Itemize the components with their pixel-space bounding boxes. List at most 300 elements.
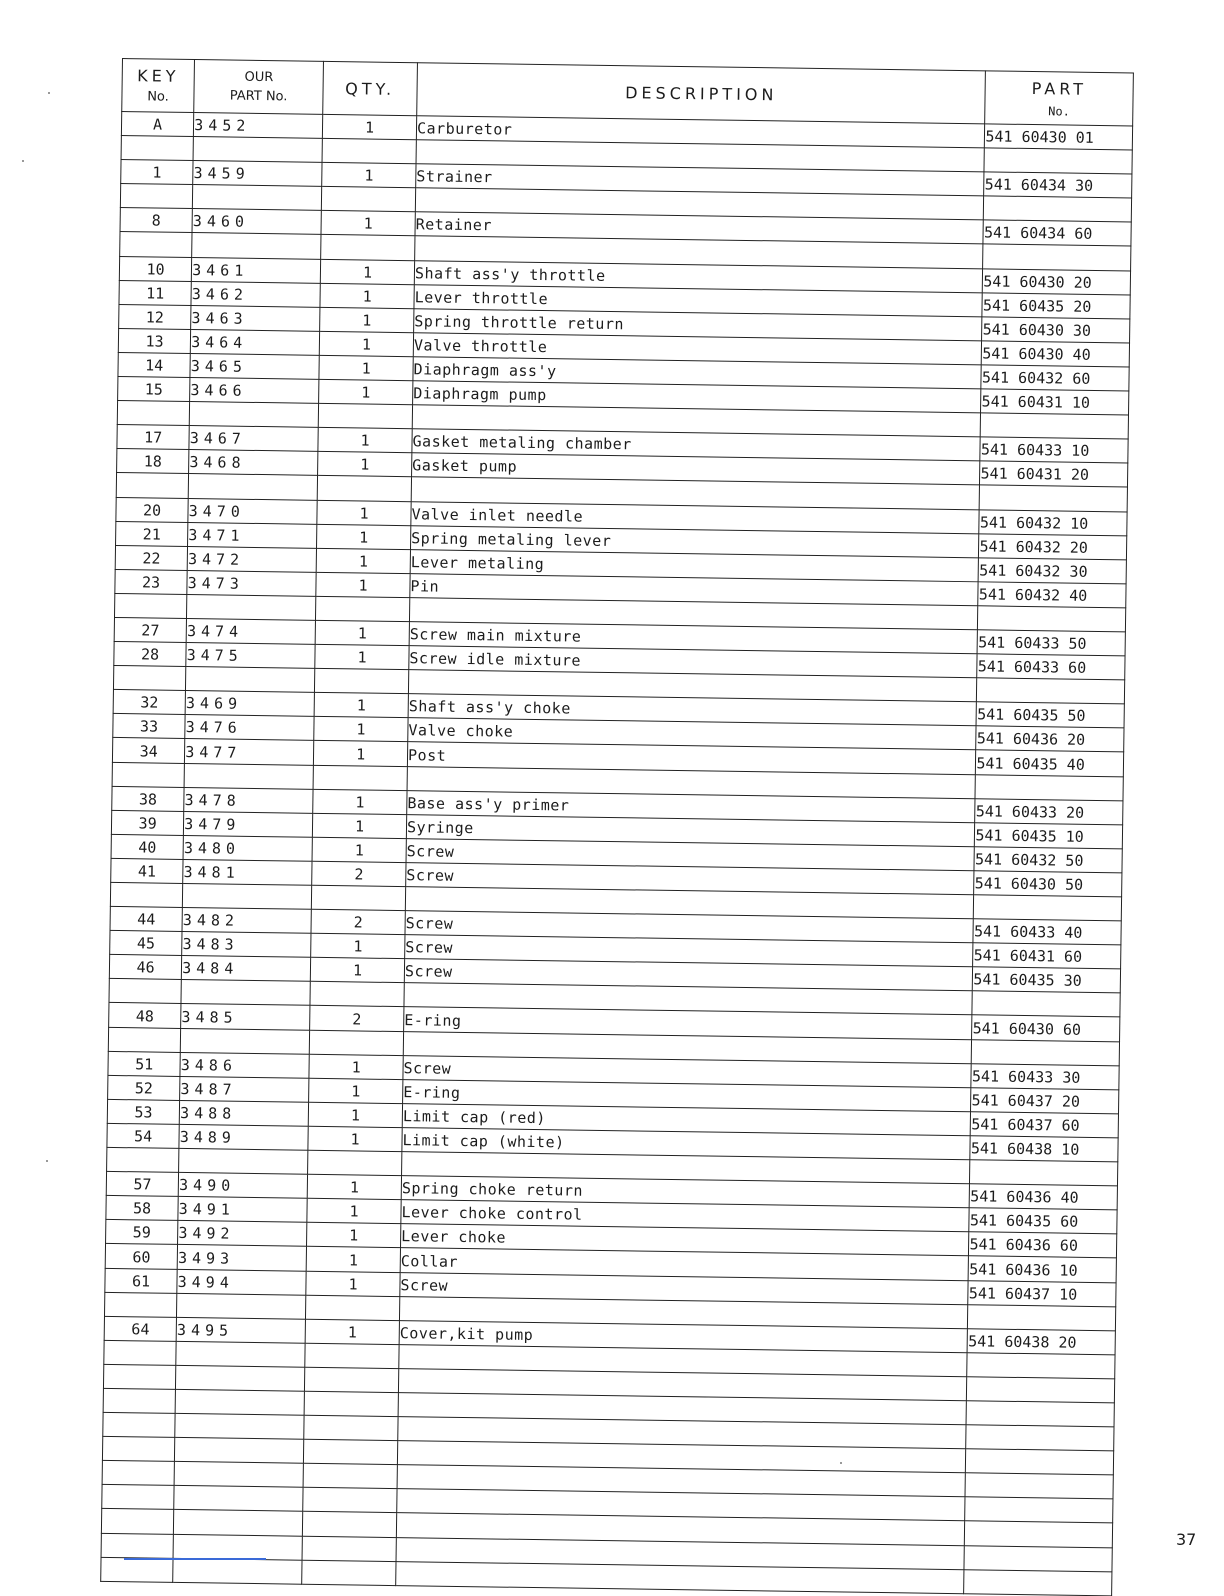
key-no-cell: 39 <box>111 810 184 835</box>
description-cell: Cover,kit pump <box>399 1320 968 1352</box>
our-part-no-cell: 3465 <box>190 353 319 379</box>
qty-cell <box>321 187 415 212</box>
description-cell: Screw <box>403 1055 972 1087</box>
key-no-cell: 48 <box>109 1003 182 1028</box>
key-no-cell <box>102 1485 175 1510</box>
qty-cell <box>304 1415 398 1440</box>
part-no-cell: 541 60432 40 <box>978 582 1126 608</box>
scan-speck <box>840 1462 842 1464</box>
our-part-no-cell: 3491 <box>178 1197 307 1223</box>
qty-cell: 1 <box>307 1223 401 1248</box>
key-no-cell: 33 <box>113 714 186 739</box>
key-no-cell <box>104 1340 177 1365</box>
key-no-cell <box>102 1437 175 1462</box>
key-no-cell: 54 <box>107 1123 180 1148</box>
part-no-cell <box>984 148 1132 174</box>
our-part-no-cell <box>184 763 313 789</box>
description-cell: Post <box>407 742 976 774</box>
our-part-no-cell <box>174 1462 303 1488</box>
our-part-no-cell: 3466 <box>190 378 319 404</box>
key-no-cell <box>121 136 194 161</box>
description-cell: Shaft ass'y throttle <box>414 260 983 292</box>
our-part-no-cell: 3493 <box>177 1245 306 1271</box>
qty-cell: 1 <box>307 1174 401 1199</box>
our-part-no-cell: 3494 <box>177 1269 306 1295</box>
key-no-cell <box>117 401 190 426</box>
part-no-cell <box>978 606 1126 632</box>
part-no-cell <box>966 1449 1114 1475</box>
key-no-cell: 60 <box>105 1244 178 1269</box>
part-no-cell: 541 60434 30 <box>984 172 1132 198</box>
key-no-cell: 15 <box>118 377 191 402</box>
our-part-no-cell <box>180 1028 309 1054</box>
description-cell: Screw idle mixture <box>409 646 978 678</box>
our-part-no-cell <box>173 1534 302 1560</box>
part-no-cell: 541 60430 30 <box>982 317 1130 343</box>
key-no-cell <box>103 1412 176 1437</box>
key-no-cell <box>110 882 183 907</box>
description-cell: Screw <box>400 1272 969 1304</box>
part-no-cell: 541 60433 40 <box>973 919 1121 945</box>
key-no-cell: 58 <box>106 1196 179 1221</box>
qty-cell: 1 <box>310 958 404 983</box>
our-part-no-cell: 3474 <box>186 618 315 644</box>
part-no-cell: 541 60432 20 <box>979 533 1127 559</box>
our-part-no-cell <box>181 980 310 1006</box>
part-no-cell: 541 60436 60 <box>969 1232 1117 1258</box>
part-no-cell: 541 60436 40 <box>970 1184 1118 1210</box>
part-no-cell <box>968 1304 1116 1330</box>
our-part-no-cell: 3463 <box>191 305 320 331</box>
our-part-no-cell: 3492 <box>178 1221 307 1247</box>
key-no-cell <box>103 1364 176 1389</box>
header-our-label: OUR <box>244 69 274 86</box>
part-no-cell <box>981 413 1129 439</box>
qty-cell: 1 <box>319 331 413 356</box>
description-cell: Carburetor <box>416 116 985 148</box>
part-no-cell: 541 60430 20 <box>983 268 1131 294</box>
header-description-label: DESCRIPTION <box>625 82 778 104</box>
our-part-no-cell: 3470 <box>188 498 317 524</box>
our-part-no-cell <box>174 1486 303 1512</box>
qty-cell: 1 <box>318 428 412 453</box>
qty-cell: 1 <box>309 1054 403 1079</box>
description-cell: Spring metaling lever <box>411 525 980 557</box>
description-cell: Limit cap (white) <box>402 1128 971 1160</box>
our-part-no-cell <box>193 185 322 211</box>
key-no-cell: 52 <box>108 1075 181 1100</box>
qty-cell <box>303 1463 397 1488</box>
parts-table <box>100 58 1134 1596</box>
qty-cell <box>302 1536 396 1561</box>
qty-cell: 1 <box>308 1102 402 1127</box>
part-no-cell: 541 60430 60 <box>972 1015 1120 1041</box>
parts-table-body <box>101 112 1133 1596</box>
qty-cell <box>304 1439 398 1464</box>
our-part-no-cell: 3461 <box>192 257 321 283</box>
qty-cell: 1 <box>319 379 413 404</box>
key-no-cell: 40 <box>111 834 184 859</box>
part-no-cell: 541 60438 10 <box>970 1136 1118 1162</box>
key-no-cell: 18 <box>117 449 190 474</box>
part-no-cell <box>967 1353 1115 1379</box>
description-cell: Gasket pump <box>412 453 981 485</box>
key-no-cell: 34 <box>112 738 185 763</box>
our-part-no-cell: 3487 <box>180 1076 309 1102</box>
header-qty <box>323 61 418 115</box>
scan-speck <box>22 160 24 162</box>
description-cell: Lever choke control <box>401 1200 970 1232</box>
our-part-no-cell: 3475 <box>186 643 315 669</box>
qty-cell <box>303 1512 397 1537</box>
part-no-cell: 541 60437 20 <box>971 1088 1119 1114</box>
part-no-cell <box>983 244 1131 270</box>
qty-cell: 1 <box>306 1247 400 1272</box>
header-key-no <box>122 59 195 113</box>
qty-cell: 1 <box>306 1271 400 1296</box>
our-part-no-cell: 3467 <box>189 426 318 452</box>
qty-cell <box>311 885 405 910</box>
our-part-no-cell: 3490 <box>178 1173 307 1199</box>
header-description <box>417 63 986 124</box>
our-part-no-cell <box>173 1558 302 1584</box>
qty-cell <box>316 596 410 621</box>
qty-cell <box>315 668 409 693</box>
part-no-cell <box>972 1039 1120 1065</box>
part-no-cell: 541 60432 30 <box>979 558 1127 584</box>
qty-cell: 1 <box>316 548 410 573</box>
key-no-cell <box>101 1557 174 1582</box>
key-no-cell: 20 <box>116 497 189 522</box>
key-no-cell <box>116 473 189 498</box>
qty-cell: 1 <box>314 693 408 718</box>
qty-cell: 1 <box>317 524 411 549</box>
part-no-cell <box>967 1377 1115 1403</box>
key-no-cell: 64 <box>104 1316 177 1341</box>
key-no-cell: 32 <box>113 690 186 715</box>
part-no-cell: 541 60433 30 <box>971 1063 1119 1089</box>
key-no-cell: 8 <box>120 208 193 233</box>
description-cell: Screw <box>405 911 974 943</box>
key-no-cell: A <box>121 112 194 137</box>
key-no-cell <box>120 232 193 257</box>
part-no-cell: 541 60432 10 <box>979 509 1127 535</box>
description-cell: Pin <box>410 573 979 605</box>
our-part-no-cell <box>179 1148 308 1174</box>
our-part-no-cell <box>193 137 322 163</box>
qty-cell: 1 <box>315 620 409 645</box>
description-cell: Limit cap (red) <box>402 1103 971 1135</box>
header-part-no <box>985 71 1133 126</box>
our-part-no-cell: 3452 <box>194 113 323 139</box>
part-no-cell: 541 60433 10 <box>980 437 1128 463</box>
scan-edge-line <box>124 1558 266 1560</box>
key-no-cell: 12 <box>119 304 192 329</box>
qty-cell: 2 <box>311 909 405 934</box>
description-cell: Lever metaling <box>410 549 979 581</box>
our-part-no-cell: 3488 <box>179 1100 308 1126</box>
description-cell: Valve inlet needle <box>411 501 980 533</box>
our-part-no-cell: 3480 <box>183 835 312 861</box>
qty-cell <box>304 1391 398 1416</box>
our-part-no-cell <box>188 474 317 500</box>
part-no-cell: 541 60434 60 <box>983 220 1131 246</box>
key-no-cell: 45 <box>110 931 183 956</box>
part-no-cell: 541 60430 01 <box>985 124 1133 150</box>
qty-cell <box>310 982 404 1007</box>
description-cell: Lever throttle <box>414 284 983 316</box>
part-no-cell: 541 60436 10 <box>969 1256 1117 1282</box>
part-no-cell: 541 60435 30 <box>973 967 1121 993</box>
key-no-cell: 13 <box>118 328 191 353</box>
part-no-cell: 541 60438 20 <box>968 1328 1116 1354</box>
part-no-cell: 541 60435 40 <box>976 750 1124 776</box>
qty-cell <box>306 1295 400 1320</box>
part-no-cell: 541 60431 10 <box>981 389 1129 415</box>
part-no-cell: 541 60437 60 <box>971 1112 1119 1138</box>
our-part-no-cell <box>187 594 316 620</box>
key-no-cell <box>104 1292 177 1317</box>
our-part-no-cell: 3469 <box>185 691 314 717</box>
key-no-cell: 1 <box>121 160 194 185</box>
description-cell: E-ring <box>403 1079 972 1111</box>
qty-cell: 1 <box>319 355 413 380</box>
part-no-cell: 541 60431 20 <box>980 461 1128 487</box>
key-no-cell: 27 <box>114 617 187 642</box>
part-no-cell: 541 60433 20 <box>975 798 1123 824</box>
our-part-no-cell: 3486 <box>180 1052 309 1078</box>
part-no-cell: 541 60433 50 <box>978 630 1126 656</box>
qty-cell: 1 <box>321 211 415 236</box>
part-no-cell <box>965 1497 1113 1523</box>
our-part-no-cell: 3483 <box>182 932 311 958</box>
key-no-cell: 57 <box>106 1172 179 1197</box>
part-no-cell: 541 60431 60 <box>973 943 1121 969</box>
qty-cell <box>318 403 412 428</box>
key-no-cell: 23 <box>115 569 188 594</box>
header-our-sub-label: PART No. <box>229 88 288 105</box>
our-part-no-cell: 3473 <box>187 570 316 596</box>
our-part-no-cell: 3460 <box>192 209 321 235</box>
key-no-cell: 46 <box>109 955 182 980</box>
our-part-no-cell: 3489 <box>179 1124 308 1150</box>
page-number: 37 <box>1176 1530 1197 1549</box>
key-no-cell: 21 <box>116 521 189 546</box>
part-no-cell <box>965 1521 1113 1547</box>
part-no-cell: 541 60432 50 <box>974 847 1122 873</box>
description-cell: Spring throttle return <box>414 308 983 340</box>
qty-cell: 1 <box>309 1078 403 1103</box>
key-no-cell: 61 <box>105 1268 178 1293</box>
description-cell: Screw main mixture <box>409 622 978 654</box>
our-part-no-cell <box>189 402 318 428</box>
qty-cell: 1 <box>322 163 416 188</box>
key-no-cell <box>101 1533 174 1558</box>
qty-cell <box>308 1150 402 1175</box>
key-no-cell: 53 <box>107 1099 180 1124</box>
part-no-cell <box>975 774 1123 800</box>
qty-cell <box>322 138 416 163</box>
part-no-cell: 541 60435 10 <box>975 823 1123 849</box>
our-part-no-cell: 3464 <box>190 329 319 355</box>
part-no-cell <box>972 991 1120 1017</box>
qty-cell: 1 <box>314 741 408 766</box>
our-part-no-cell: 3478 <box>184 787 313 813</box>
key-no-cell: 14 <box>118 352 191 377</box>
part-no-cell: 541 60433 60 <box>977 654 1125 680</box>
qty-cell <box>305 1343 399 1368</box>
qty-cell: 1 <box>314 717 408 742</box>
description-cell: Diaphragm ass'y <box>413 357 982 389</box>
part-no-cell <box>970 1160 1118 1186</box>
key-no-cell: 38 <box>112 786 185 811</box>
part-no-cell: 541 60430 50 <box>974 871 1122 897</box>
key-no-cell <box>109 979 182 1004</box>
description-cell: Lever choke <box>401 1224 970 1256</box>
our-part-no-cell: 3482 <box>182 908 311 934</box>
description-cell: E-ring <box>404 1007 973 1039</box>
our-part-no-cell: 3462 <box>191 281 320 307</box>
qty-cell: 2 <box>310 1006 404 1031</box>
scan-speck <box>48 92 50 94</box>
qty-cell: 1 <box>315 644 409 669</box>
key-no-cell <box>107 1147 180 1172</box>
part-no-cell: 541 60435 60 <box>969 1208 1117 1234</box>
qty-cell: 1 <box>307 1198 401 1223</box>
part-no-cell <box>984 196 1132 222</box>
qty-cell: 1 <box>323 114 417 139</box>
part-no-cell: 541 60432 60 <box>981 365 1129 391</box>
our-part-no-cell <box>183 883 312 909</box>
part-no-cell <box>977 678 1125 704</box>
header-our-part-no <box>194 60 324 115</box>
our-part-no-cell: 3479 <box>184 811 313 837</box>
our-part-no-cell: 3477 <box>185 739 314 765</box>
qty-cell: 1 <box>320 283 414 308</box>
our-part-no-cell: 3459 <box>193 161 322 187</box>
part-no-cell <box>964 1545 1112 1571</box>
key-no-cell <box>108 1027 181 1052</box>
part-no-cell: 541 60430 40 <box>982 341 1130 367</box>
our-part-no-cell: 3471 <box>188 522 317 548</box>
description-cell: Syringe <box>406 814 975 846</box>
our-part-no-cell <box>177 1293 306 1319</box>
header-key-label: KEY <box>137 66 180 86</box>
our-part-no-cell <box>176 1341 305 1367</box>
qty-cell <box>305 1367 399 1392</box>
key-no-cell <box>120 184 193 209</box>
key-no-cell: 51 <box>108 1051 181 1076</box>
our-part-no-cell <box>175 1438 304 1464</box>
key-no-cell: 59 <box>106 1220 179 1245</box>
our-part-no-cell: 3484 <box>182 956 311 982</box>
key-no-cell <box>102 1461 175 1486</box>
qty-cell: 1 <box>317 500 411 525</box>
our-part-no-cell: 3476 <box>185 715 314 741</box>
our-part-no-cell: 3472 <box>187 546 316 572</box>
our-part-no-cell: 3485 <box>181 1004 310 1030</box>
key-no-cell: 10 <box>119 256 192 281</box>
key-no-cell <box>103 1388 176 1413</box>
part-no-cell: 541 60435 50 <box>976 702 1124 728</box>
header-key-sub-label: No. <box>147 89 169 105</box>
key-no-cell <box>114 593 187 618</box>
key-no-cell: 17 <box>117 425 190 450</box>
description-cell: Retainer <box>415 212 984 244</box>
description-cell: Spring choke return <box>401 1176 970 1208</box>
part-no-cell <box>980 485 1128 511</box>
qty-cell: 1 <box>305 1319 399 1344</box>
description-cell: Screw <box>405 935 974 967</box>
description-cell: Screw <box>406 863 975 895</box>
description-cell: Shaft ass'y choke <box>408 694 977 726</box>
part-no-cell: 541 60436 20 <box>976 726 1124 752</box>
our-part-no-cell <box>176 1365 305 1391</box>
our-part-no-cell: 3495 <box>176 1317 305 1343</box>
qty-cell: 1 <box>316 572 410 597</box>
part-no-cell <box>966 1425 1114 1451</box>
our-part-no-cell: 3481 <box>183 859 312 885</box>
part-no-cell <box>974 895 1122 921</box>
qty-cell: 1 <box>311 933 405 958</box>
part-no-cell <box>964 1569 1112 1595</box>
description-cell: Screw <box>404 959 973 991</box>
our-part-no-cell: 3468 <box>189 450 318 476</box>
qty-cell <box>321 235 415 260</box>
header-qty-label: QTY. <box>345 78 396 99</box>
qty-cell <box>309 1030 403 1055</box>
key-no-cell: 44 <box>110 907 183 932</box>
qty-cell: 1 <box>320 259 414 284</box>
part-no-cell <box>965 1473 1113 1499</box>
header-part-label: PART <box>1031 78 1088 99</box>
scan-speck <box>46 1160 48 1162</box>
description-cell: Valve choke <box>408 718 977 750</box>
key-no-cell: 28 <box>114 642 187 667</box>
qty-cell: 1 <box>313 813 407 838</box>
part-no-cell: 541 60435 20 <box>982 292 1130 318</box>
qty-cell: 2 <box>312 861 406 886</box>
key-no-cell <box>113 666 186 691</box>
description-cell: Valve throttle <box>413 333 982 365</box>
key-no-cell: 22 <box>115 545 188 570</box>
qty-cell <box>313 765 407 790</box>
part-no-cell: 541 60437 10 <box>968 1280 1116 1306</box>
part-no-cell <box>966 1401 1114 1427</box>
description-cell: Diaphragm pump <box>413 381 982 413</box>
description-cell: Collar <box>400 1248 969 1280</box>
qty-cell: 1 <box>312 837 406 862</box>
qty-cell: 1 <box>308 1126 402 1151</box>
key-no-cell: 11 <box>119 280 192 305</box>
qty-cell <box>302 1560 396 1585</box>
qty-cell: 1 <box>318 452 412 477</box>
description-cell: Screw <box>406 838 975 870</box>
key-no-cell <box>112 762 185 787</box>
our-part-no-cell <box>192 233 321 259</box>
our-part-no-cell <box>174 1510 303 1536</box>
our-part-no-cell <box>175 1389 304 1415</box>
our-part-no-cell <box>175 1413 304 1439</box>
qty-cell: 1 <box>313 789 407 814</box>
our-part-no-cell <box>186 667 315 693</box>
key-no-cell <box>101 1509 174 1534</box>
key-no-cell: 41 <box>111 858 184 883</box>
qty-cell: 1 <box>320 307 414 332</box>
qty-cell <box>317 476 411 501</box>
qty-cell <box>303 1488 397 1513</box>
description-cell: Gasket metaling chamber <box>412 429 981 461</box>
